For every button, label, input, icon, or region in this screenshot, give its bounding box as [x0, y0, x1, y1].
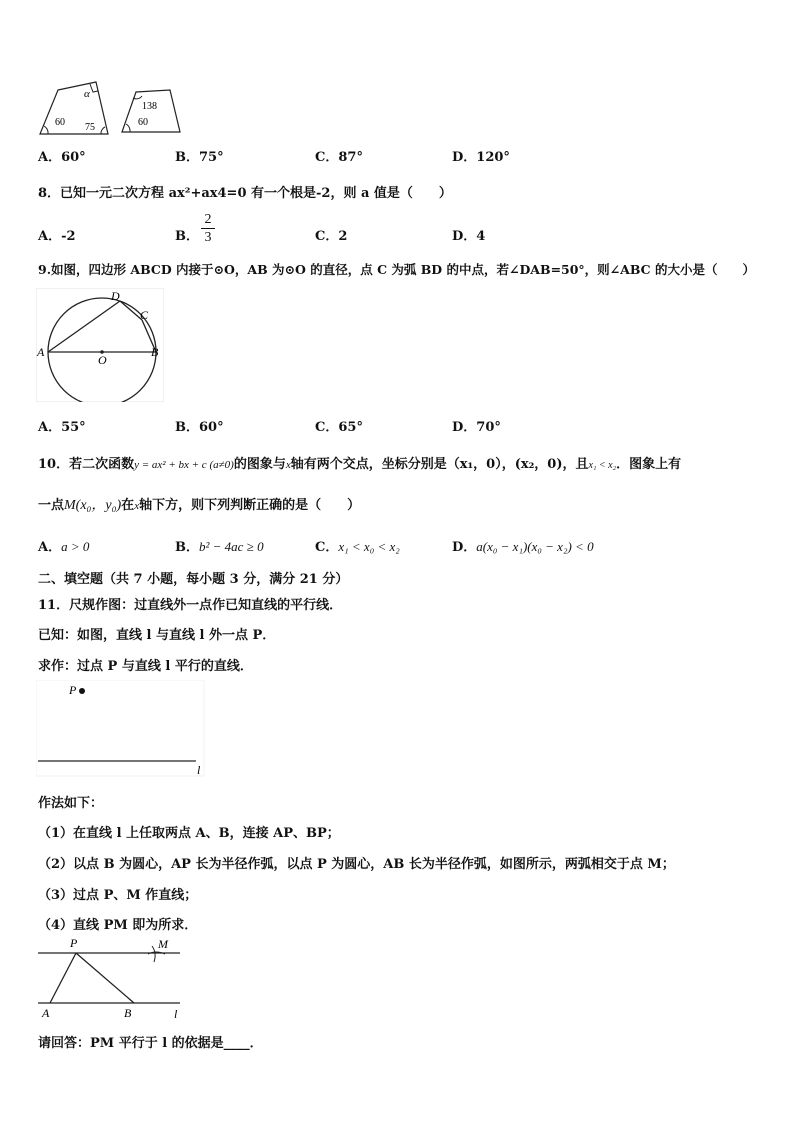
q10-cond: x₁ < x₂ — [588, 460, 617, 471]
q7-option-d: D．120° — [452, 150, 510, 165]
q7-fig1-label-a: α — [84, 88, 90, 100]
q10-stem-post: 轴有两个交点，坐标分别是（x₁，0），(x₂，0)，且 — [290, 457, 589, 472]
q9-option-a: A．55° — [38, 420, 86, 435]
q10-stem-end: ．图象上有 — [616, 457, 682, 472]
q11-figure-construction — [34, 936, 194, 1022]
q11-step-4: （4）直线 PM 即为所求． — [38, 918, 198, 933]
q8-option-d: D．4 — [452, 229, 486, 244]
q10-formula: y = ax² + bx + c (a≠0) — [134, 459, 234, 471]
q10-line2-post: 轴下方，则下列判断正确的是（ ） — [139, 498, 361, 513]
q8-fraction-bar — [201, 228, 215, 229]
q10-stem-pre: 10．若二次函数 — [38, 457, 135, 472]
q10-option-d: D．a(x₀ − x₁)(x₀ − x₂) < 0 — [452, 539, 594, 555]
q9-label-b: B — [151, 345, 159, 359]
section-title-fill-in: 二、填空题（共 7 小题，每小题 3 分，满分 21 分） — [38, 572, 349, 587]
q10-stem-line1 — [38, 453, 681, 472]
q11-title: 11．尺规作图：过直线外一点作已知直线的平行线． — [38, 598, 343, 613]
q8-option-b: B． — [175, 229, 199, 244]
q10-option-c: C．x₁ < x₀ < x₂ — [315, 539, 400, 555]
q10-line2-mid: 在 — [121, 498, 135, 513]
q10-x: x — [285, 459, 291, 471]
q9-stem: 9.如图，四边形 ABCD 内接于⊙O，AB 为⊙O 的直径，点 C 为弧 BD 的中点，若∠DAB=50°，则∠ABC 的大小是（ ） — [38, 262, 755, 277]
q11-fig2-label-b: B — [124, 1006, 132, 1020]
q11-step-2: （2）以点 B 为圆心，AP 长为半径作弧，以点 P 为圆心，AB 长为半径作弧，如图所示，两弧相交于点 M； — [38, 857, 675, 872]
q8-option-a: A．-2 — [38, 229, 76, 244]
q11-known: 已知：如图，直线 l 与直线 l 外一点 P． — [38, 628, 276, 643]
q11-step-1: （1）在直线 l 上任取两点 A、B，连接 AP、BP； — [38, 826, 340, 841]
q7-fig2-label-a: 138 — [142, 101, 157, 112]
q10-line2-pre: 一点 — [38, 498, 65, 513]
q11-answer-prompt: 请回答：PM 平行于 l 的依据是____． — [38, 1036, 263, 1051]
q7-fig1-label-b: 60 — [55, 117, 65, 128]
q11-fig2-label-l: l — [174, 1007, 178, 1021]
q11-figure-given — [36, 680, 208, 778]
q11-fig1-label-l: l — [197, 763, 201, 777]
q7-option-b: B．75° — [175, 150, 224, 165]
q10-stem-mid: 的图象与 — [233, 457, 286, 472]
q7-option-c: C．87° — [315, 150, 363, 165]
q9-option-c: C．65° — [315, 420, 363, 435]
q7-figure-2 — [120, 88, 182, 136]
q11-fig2-label-a: A — [42, 1006, 50, 1020]
q10-option-a: A．a > 0 — [38, 539, 90, 555]
q9-label-o: O — [98, 353, 107, 367]
q10-point: M(x₀，y₀) — [64, 498, 122, 513]
q10-stem-line2 — [38, 494, 360, 514]
q9-label-a: A — [37, 345, 45, 359]
q11-fig2-label-m: M — [158, 937, 168, 951]
q9-option-d: D．70° — [452, 420, 501, 435]
q11-step-3: （3）过点 P、M 作直线； — [38, 888, 198, 903]
q10-line2-x: x — [134, 500, 140, 512]
q8-option-c: C．2 — [315, 229, 348, 244]
q8-fraction-denominator: 3 — [204, 230, 212, 245]
q8-option-b-fraction — [201, 212, 215, 245]
q8-stem: 8．已知一元二次方程 ax²+ax4=0 有一个根是-2，则 a 值是（ ） — [38, 186, 452, 201]
q11-method: 作法如下： — [38, 796, 104, 811]
q7-fig1-label-c: 75 — [85, 122, 95, 133]
q7-figure-1 — [38, 80, 110, 136]
q10-option-b: B．b² − 4ac ≥ 0 — [175, 539, 264, 555]
q11-fig2-label-p: P — [70, 936, 78, 950]
q11-require: 求作：过点 P 与直线 l 平行的直线． — [38, 659, 253, 674]
q8-fraction-numerator: 2 — [204, 212, 212, 227]
q9-label-d: D — [111, 289, 120, 303]
q9-figure-circle — [36, 288, 164, 402]
q9-option-b: B．60° — [175, 420, 224, 435]
q7-option-a: A．60° — [38, 150, 86, 165]
q9-label-c: C — [140, 308, 149, 322]
q11-fig1-label-p: P — [69, 683, 77, 697]
q7-fig2-label-b: 60 — [138, 117, 148, 128]
